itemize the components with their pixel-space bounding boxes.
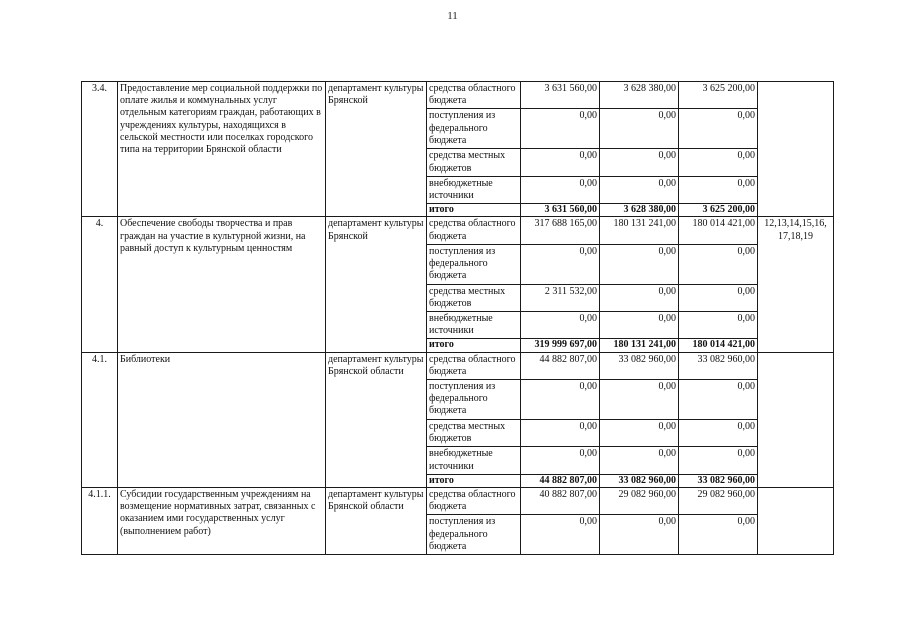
total-label: итого bbox=[427, 339, 521, 352]
amount-year-3: 0,00 bbox=[679, 447, 758, 474]
amount-year-2: 0,00 bbox=[600, 515, 679, 555]
table-row bbox=[82, 82, 834, 109]
amount-year-3: 0,00 bbox=[679, 515, 758, 555]
item-indicators: 12,13,14,15,16, 17,18,19 bbox=[758, 217, 834, 352]
item-number: 4. bbox=[82, 217, 118, 352]
amount-year-2: 0,00 bbox=[600, 109, 679, 149]
amount-year-1: 0,00 bbox=[521, 420, 600, 447]
amount-year-2: 29 082 960,00 bbox=[600, 487, 679, 514]
page-number: 11 bbox=[447, 10, 458, 22]
table-row bbox=[82, 352, 834, 379]
table-row bbox=[82, 217, 834, 244]
amount-year-1: 0,00 bbox=[521, 176, 600, 203]
total-year-2: 180 131 241,00 bbox=[600, 339, 679, 352]
amount-year-1: 2 311 532,00 bbox=[521, 284, 600, 311]
amount-year-2: 33 082 960,00 bbox=[600, 352, 679, 379]
funding-source-label: средства местных бюджетов bbox=[427, 149, 521, 176]
funding-source-label: средства местных бюджетов bbox=[427, 420, 521, 447]
amount-year-3: 0,00 bbox=[679, 284, 758, 311]
amount-year-2: 0,00 bbox=[600, 420, 679, 447]
funding-source-label: поступления из федерального бюджета bbox=[427, 109, 521, 149]
total-year-1: 319 999 697,00 bbox=[521, 339, 600, 352]
funding-source-label: средства областного бюджета bbox=[427, 487, 521, 514]
total-year-2: 33 082 960,00 bbox=[600, 474, 679, 487]
item-number: 4.1.1. bbox=[82, 487, 118, 554]
item-executor: департамент культуры Брянской области bbox=[326, 352, 427, 487]
amount-year-3: 3 625 200,00 bbox=[679, 82, 758, 109]
item-number: 3.4. bbox=[82, 82, 118, 217]
amount-year-2: 0,00 bbox=[600, 149, 679, 176]
funding-source-label: поступления из федерального бюджета bbox=[427, 515, 521, 555]
funding-source-label: поступления из федерального бюджета bbox=[427, 380, 521, 420]
amount-year-1: 0,00 bbox=[521, 312, 600, 339]
funding-source-label: средства областного бюджета bbox=[427, 352, 521, 379]
total-year-3: 3 625 200,00 bbox=[679, 204, 758, 217]
amount-year-2: 0,00 bbox=[600, 176, 679, 203]
table-body bbox=[82, 82, 834, 555]
funding-source-label: средства местных бюджетов bbox=[427, 284, 521, 311]
amount-year-2: 0,00 bbox=[600, 244, 679, 284]
amount-year-1: 317 688 165,00 bbox=[521, 217, 600, 244]
item-name: Обеспечение свободы творчества и прав граждан на участие в культурной жизни, на равный доступ к культурным ценностям bbox=[118, 217, 326, 352]
total-year-1: 44 882 807,00 bbox=[521, 474, 600, 487]
funding-source-label: средства областного бюджета bbox=[427, 217, 521, 244]
amount-year-1: 0,00 bbox=[521, 109, 600, 149]
total-year-1: 3 631 560,00 bbox=[521, 204, 600, 217]
funding-source-label: внебюджетные источники bbox=[427, 312, 521, 339]
amount-year-1: 0,00 bbox=[521, 244, 600, 284]
amount-year-2: 180 131 241,00 bbox=[600, 217, 679, 244]
amount-year-1: 44 882 807,00 bbox=[521, 352, 600, 379]
amount-year-2: 0,00 bbox=[600, 312, 679, 339]
amount-year-1: 3 631 560,00 bbox=[521, 82, 600, 109]
amount-year-3: 0,00 bbox=[679, 420, 758, 447]
amount-year-3: 0,00 bbox=[679, 149, 758, 176]
amount-year-2: 0,00 bbox=[600, 447, 679, 474]
item-executor: департамент культуры Брянской области bbox=[326, 487, 427, 554]
amount-year-1: 40 882 807,00 bbox=[521, 487, 600, 514]
funding-source-label: внебюджетные источники bbox=[427, 176, 521, 203]
item-executor: департамент культуры Брянской bbox=[326, 217, 427, 352]
table-row bbox=[82, 487, 834, 514]
amount-year-3: 0,00 bbox=[679, 176, 758, 203]
amount-year-3: 33 082 960,00 bbox=[679, 352, 758, 379]
amount-year-1: 0,00 bbox=[521, 380, 600, 420]
amount-year-1: 0,00 bbox=[521, 149, 600, 176]
total-label: итого bbox=[427, 474, 521, 487]
item-name: Библиотеки bbox=[118, 352, 326, 487]
amount-year-2: 0,00 bbox=[600, 380, 679, 420]
item-indicators bbox=[758, 487, 834, 554]
funding-source-label: средства областного бюджета bbox=[427, 82, 521, 109]
total-year-3: 180 014 421,00 bbox=[679, 339, 758, 352]
item-executor: департамент культуры Брянской bbox=[326, 82, 427, 217]
amount-year-3: 29 082 960,00 bbox=[679, 487, 758, 514]
item-number: 4.1. bbox=[82, 352, 118, 487]
amount-year-2: 3 628 380,00 bbox=[600, 82, 679, 109]
item-indicators bbox=[758, 352, 834, 487]
total-year-3: 33 082 960,00 bbox=[679, 474, 758, 487]
amount-year-1: 0,00 bbox=[521, 515, 600, 555]
item-indicators bbox=[758, 82, 834, 217]
amount-year-3: 0,00 bbox=[679, 380, 758, 420]
item-name: Предоставление мер социальной поддержки по оплате жилья и коммунальных услуг отдельным категориям граждан, работающих в учреждениях культуры, находящихся в сельской местности или поселках городского типа на территории Брянской области bbox=[118, 82, 326, 217]
budget-table bbox=[81, 81, 834, 555]
total-label: итого bbox=[427, 204, 521, 217]
amount-year-3: 0,00 bbox=[679, 109, 758, 149]
amount-year-3: 180 014 421,00 bbox=[679, 217, 758, 244]
item-name: Субсидии государственным учреждениям на возмещение нормативных затрат, связанных с оказанием ими государственных услуг (выполнением работ) bbox=[118, 487, 326, 554]
amount-year-2: 0,00 bbox=[600, 284, 679, 311]
amount-year-3: 0,00 bbox=[679, 244, 758, 284]
amount-year-1: 0,00 bbox=[521, 447, 600, 474]
amount-year-3: 0,00 bbox=[679, 312, 758, 339]
funding-source-label: поступления из федерального бюджета bbox=[427, 244, 521, 284]
funding-source-label: внебюджетные источники bbox=[427, 447, 521, 474]
total-year-2: 3 628 380,00 bbox=[600, 204, 679, 217]
